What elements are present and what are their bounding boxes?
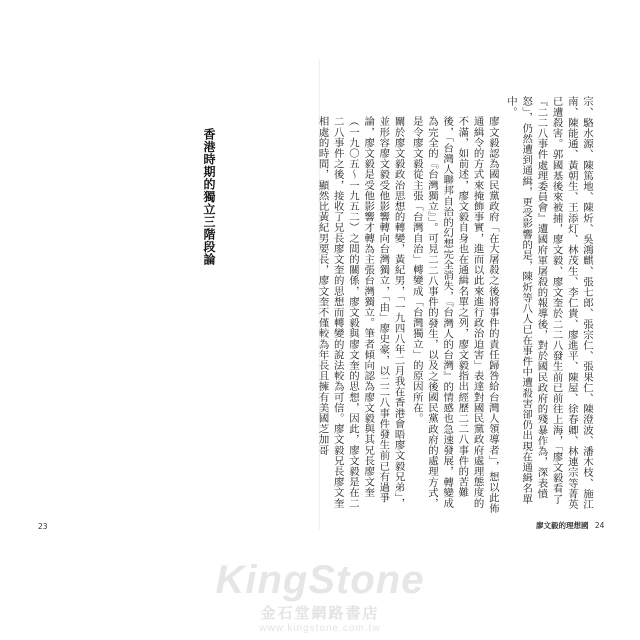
right-paragraph-3: 關於廖文毅政治思想的轉變，黃紀男，「一九四八年二月我在香港會晤廖文毅兄弟」，並形容廖文毅受他影響轉向台灣獨立，「由」廖史豪，以二二八事件發生前已有過爭論，廖文毅是受他影響才轉為主張台灣獨立。筆者傾向認為廖文毅與其兄長廖文奎（一九〇五～一九五二）之間的關係，廖文毅與廖文奎的思想，因此，廖文毅是在二二八事件之後，接收了兄長廖文奎的思想而轉變的說法較為可信。廖文毅兄長廖文奎相處的時間，顯然比黃紀男要長，廖文奎不僅較為年長且擁有美國芝加哥	[316, 116, 405, 509]
section-heading: 香港時期的獨立三階段論	[202, 128, 216, 266]
right-paragraph-2: 廖文毅認為國民黨政府「在大屠殺之後將事件的責任歸咎給台灣人領導者」，想以此佈通緝令的方式來掩飾事實，進而以此來進行政治迫害」表達對國民黨政府處理態度的不滿，如前述，廖文毅自身也在通緝名單之列，廖文毅指出經歷二二八事件的苦難後，「台灣人聯邦自治的幻想完全消失，『台灣人的台灣』的情感也急速發展，轉變成為完全的『台灣獨立』」。可見二二八事件的發生，以及之後國民黨政府的處理方式，是令廖文毅從主張「台灣自治」轉變成「台灣獨立」的原因所在。	[410, 116, 499, 514]
watermark-logo: KingStone	[215, 558, 425, 602]
running-title: 廖文毅的理想國	[536, 521, 589, 530]
watermark-url: www.kingstone.com.tw	[259, 623, 381, 634]
watermark-chinese-name: 金石堂網路書店	[260, 604, 380, 622]
right-paragraph-1: 宗、駱水源、陳篤地、陳炘、吳鴻麒、張七郎、張宗仁、張果仁、陳澄波、潘木枝、施江南、陳能通、黃朝生、王添灯、林茂生、李仁貴、廖進平、陳屋、徐春卿、林連宗等菁英已遭殺害。郭國基後來被捕，廖文毅、廖文奎於二二八發生前已前往上海，「廖文毅看了『二二八事件處理委員會』遭國府軍屠殺的報導後，對於國民政府的殘暴作為，深表憤怒」，仍然遭到通緝，更受影響的是，陳炘等八人已在事件中遭殺害卻仍出現在通緝名單中。	[504, 96, 593, 510]
kingstone-watermark	[0, 560, 640, 634]
right-running-footer	[536, 520, 604, 531]
right-page-body	[316, 96, 594, 516]
left-page-number: 23	[38, 522, 48, 531]
right-page-number: 24	[594, 521, 605, 530]
